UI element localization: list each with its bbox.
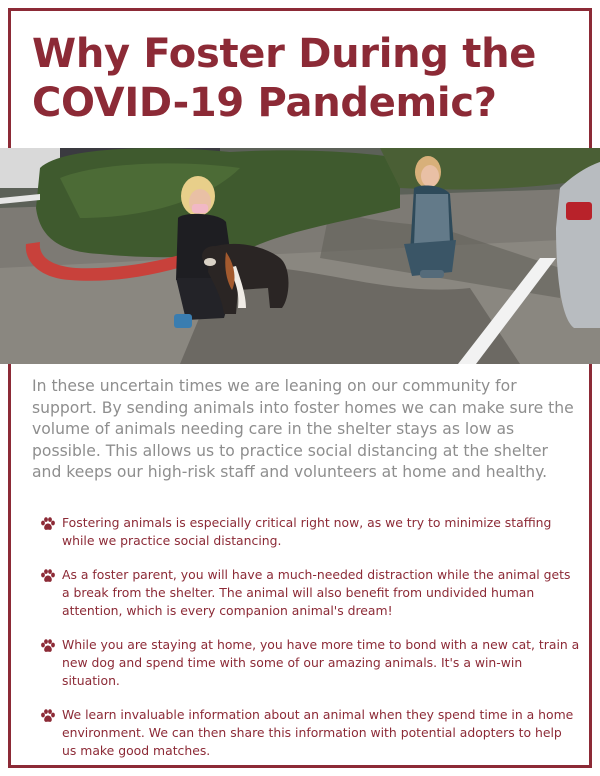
intro-paragraph: In these uncertain times we are leaning on our community for support. By sending animals into foster homes we can make sure the volume of animals needing care in the shelter stays as low as possible. This allows us to practice social distancing at the shelter and keeps our high-risk staff and volunteers at home and healthy.: [32, 377, 574, 482]
bullet-text: As a foster parent, you will have a much-needed distraction while the animal gets a break from the shelter. The animal will also benefit from undivided human attention, which is every companion animal's dream!: [62, 567, 571, 618]
list-item: [40, 514, 580, 550]
paw-print-icon: [40, 569, 56, 583]
page-title: Why Foster During the COVID-19 Pandemic?: [32, 31, 537, 126]
paw-print-icon: [40, 709, 56, 723]
paw-print-icon: [40, 639, 56, 653]
list-item: [40, 706, 580, 760]
bullet-text: We learn invaluable information about an animal when they spend time in a home environment. We can then share this information with potential adopters to help us make good matches.: [62, 707, 574, 758]
benefits-list: [40, 514, 580, 776]
bullet-text: While you are staying at home, you have more time to bond with a new cat, train a new dog and spend time with some of our amazing animals. It's a win-win situation.: [62, 637, 580, 688]
hero-photo: [0, 148, 600, 364]
bullet-text: Fostering animals is especially critical right now, as we try to minimize staffing while we practice social distancing.: [62, 515, 552, 548]
list-item: [40, 636, 580, 690]
list-item: [40, 566, 580, 620]
paw-print-icon: [40, 517, 56, 531]
